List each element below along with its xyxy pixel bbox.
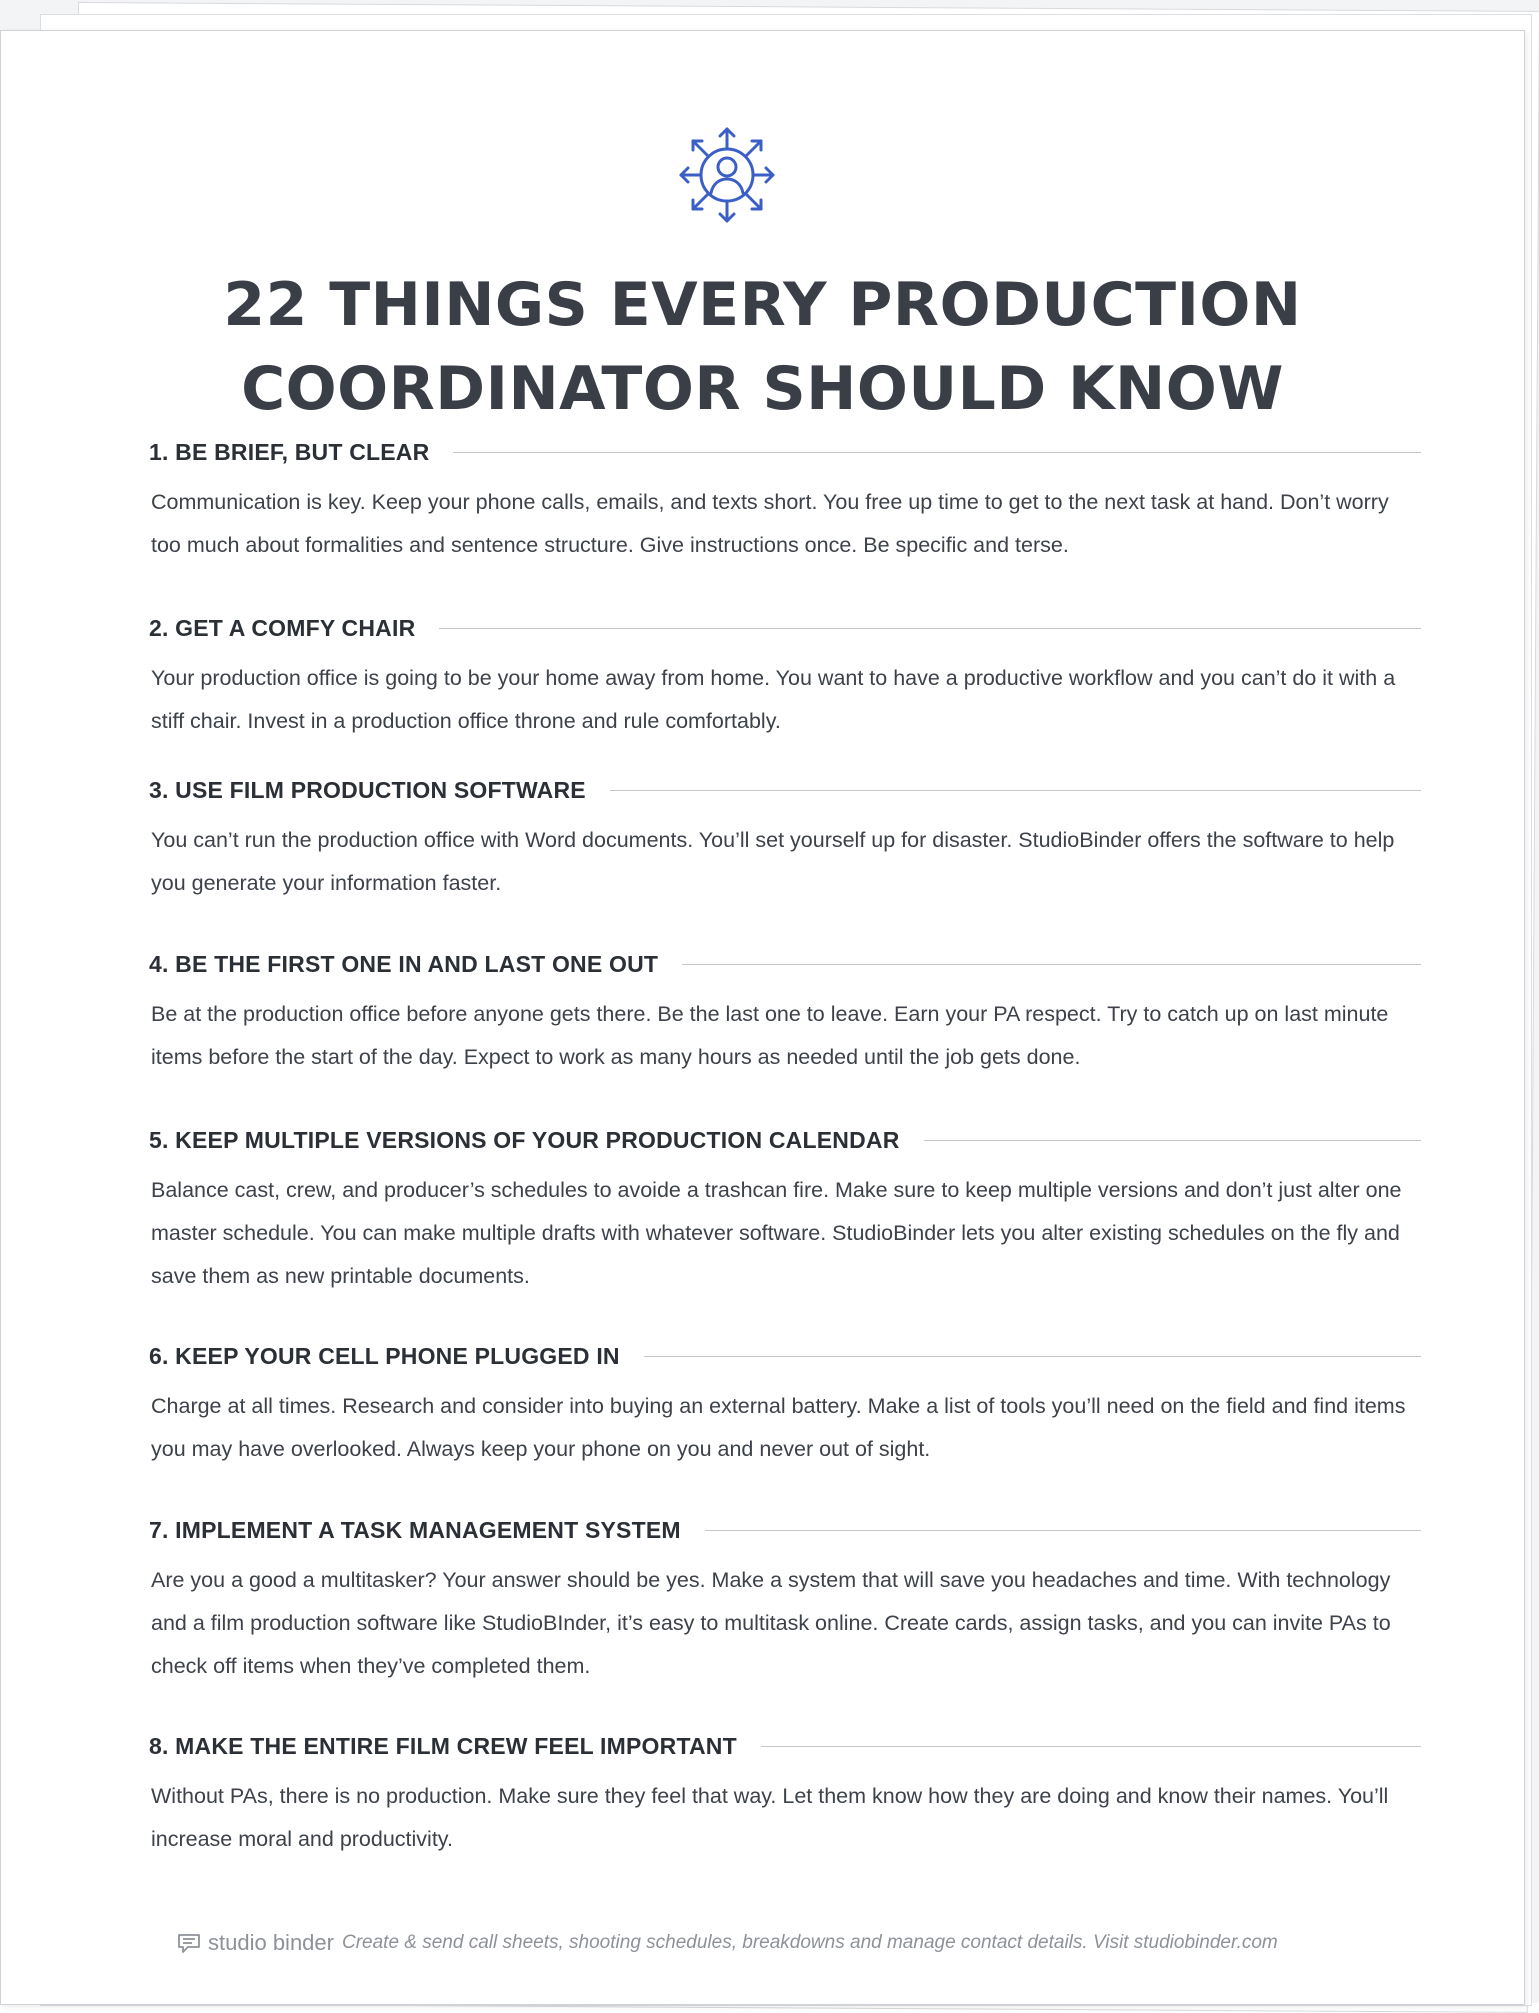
section-3 <box>149 775 1421 905</box>
section-2 <box>149 613 1421 743</box>
section-header <box>149 1515 1421 1545</box>
section-header <box>149 1341 1421 1371</box>
section-body: You can’t run the production office with Word documents. You’ll set yourself up for disaster. StudioBinder offers the software to help you generate your information faster. <box>151 828 1395 895</box>
section-body: Your production office is going to be your home away from home. You want to have a productive workflow and you can’t do it with a stiff chair. Invest in a production office throne and rule comfortably. <box>151 666 1396 733</box>
section-divider <box>682 964 1421 965</box>
section-body: Be at the production office before anyone gets there. Be the last one to leave. Earn your PA respect. Try to catch up on last minute items before the start of the day. Expect to work as many hours as needed until the job gets done. <box>151 1002 1389 1069</box>
section-heading: 8. MAKE THE ENTIRE FILM CREW FEEL IMPORTANT <box>149 1732 737 1759</box>
section-header <box>149 437 1421 467</box>
section-1 <box>149 437 1421 567</box>
chat-bubble-icon <box>176 1930 202 1956</box>
section-heading: 2. GET A COMFY CHAIR <box>149 614 416 641</box>
section-8 <box>149 1731 1421 1861</box>
section-heading: 5. KEEP MULTIPLE VERSIONS OF YOUR PRODUCTION CALENDAR <box>149 1126 900 1153</box>
section-heading: 6. KEEP YOUR CELL PHONE PLUGGED IN <box>149 1342 620 1369</box>
page-title <box>1 263 1524 431</box>
section-6 <box>149 1341 1421 1471</box>
section-header <box>149 1731 1421 1761</box>
section-4 <box>149 949 1421 1079</box>
section-heading: 4. BE THE FIRST ONE IN AND LAST ONE OUT <box>149 950 659 977</box>
section-7 <box>149 1515 1421 1688</box>
section-header <box>149 1125 1421 1155</box>
section-divider <box>644 1356 1421 1357</box>
section-header <box>149 613 1421 643</box>
document-page <box>0 30 1525 2005</box>
section-body: Communication is key. Keep your phone calls, emails, and texts short. You free up time to get to the next task at hand. Don’t worry too much about formalities and sentence structure. Give instructions once. Be specific and terse. <box>151 490 1389 557</box>
section-header <box>149 949 1421 979</box>
footer <box>176 1930 1376 1956</box>
section-divider <box>453 452 1421 453</box>
section-heading: 3. USE FILM PRODUCTION SOFTWARE <box>149 776 586 803</box>
section-divider <box>761 1746 1421 1747</box>
section-body: Without PAs, there is no production. Make sure they feel that way. Let them know how they are doing and know their names. You’ll increase moral and productivity. <box>151 1784 1389 1851</box>
section-body: Balance cast, crew, and producer’s schedules to avoide a trashcan fire. Make sure to keep multiple versions and don’t just alter one master schedule. You can make multiple drafts with whatever software. StudioBinder lets you alter existing schedules on the fly and save them as new printable documents. <box>151 1178 1402 1288</box>
section-5 <box>149 1125 1421 1298</box>
section-divider <box>610 790 1421 791</box>
section-divider <box>705 1530 1421 1531</box>
section-header <box>149 775 1421 805</box>
section-divider <box>439 628 1421 629</box>
section-body: Are you a good a multitasker? Your answer should be yes. Make a system that will save you headaches and time. With technology and a film production software like StudioBInder, it’s easy to multitask online. Create cards, assign tasks, and you can invite PAs to check off items when they’ve completed them. <box>151 1568 1391 1678</box>
section-heading: 7. IMPLEMENT A TASK MANAGEMENT SYSTEM <box>149 1516 681 1543</box>
person-with-arrows-icon <box>675 123 779 227</box>
title-line-2: COORDINATOR SHOULD KNOW <box>241 354 1284 424</box>
footer-tagline: Create & send call sheets, shooting schedules, breakdowns and manage contact details. Visit studiobinder.com <box>341 1932 1278 1953</box>
brand-name: studio binder <box>208 1930 334 1955</box>
title-line-1: 22 THINGS EVERY PRODUCTION <box>223 270 1302 340</box>
section-divider <box>924 1140 1421 1141</box>
section-heading: 1. BE BRIEF, BUT CLEAR <box>149 438 430 465</box>
section-body: Charge at all times. Research and consider into buying an external battery. Make a list of tools you’ll need on the field and find items you may have overlooked. Always keep your phone on you and never out of sight. <box>151 1394 1406 1461</box>
